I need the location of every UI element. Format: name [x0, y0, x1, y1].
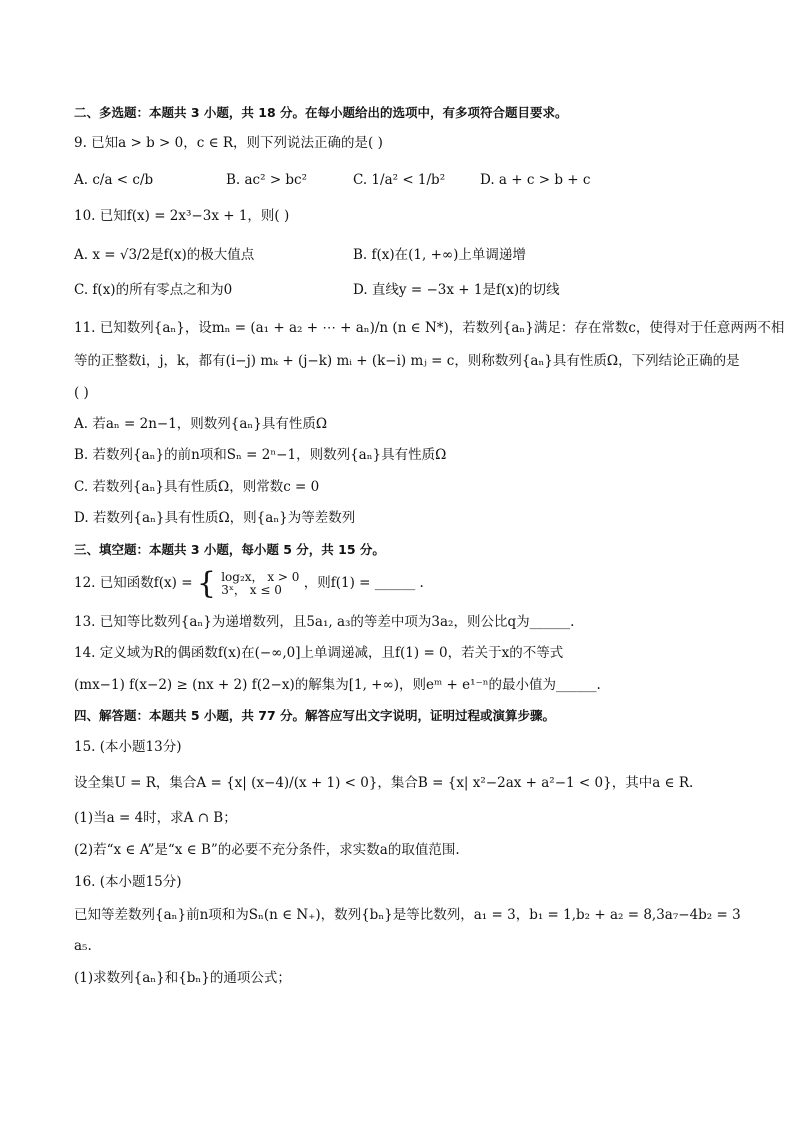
q12-brace: {	[196, 565, 216, 601]
q10-option-a: A. x = √3/2是f(x)的极大值点	[74, 247, 255, 263]
q12-prefix: 12. 已知函数f(x) =	[74, 575, 193, 591]
q10-option-b: B. f(x)在(1, +∞)上单调递增	[353, 247, 526, 263]
q9-option-c: C. 1/a² < 1/b²	[353, 172, 446, 188]
q11-option-a: A. 若aₙ = 2n−1，则数列{aₙ}具有性质Ω	[74, 416, 328, 432]
q9-option-b: B. ac² > bc²	[226, 172, 308, 188]
q13-stem: 13. 已知等比数列{aₙ}为递增数列，且5a₁, a₃的等差中项为3a₂，则公比q为______.	[74, 614, 575, 630]
section-multi-choice-heading: 二、多选题：本题共 3 小题，共 18 分。在每小题给出的选项中，有多项符合题目要求。	[74, 105, 568, 120]
q12-case2: 3ˣ， x ≤ 0	[221, 582, 282, 597]
q12-suffix: ，则f(1) = ______ .	[303, 575, 424, 591]
q12-cases	[221, 571, 299, 597]
q11-option-b: B. 若数列{aₙ}的前n项和Sₙ = 2ⁿ−1，则数列{aₙ}具有性质Ω	[74, 447, 447, 463]
q12-stem	[74, 565, 424, 601]
q12-case1: log₂x， x > 0	[221, 569, 300, 584]
q9-option-a: A. c/a < c/b	[74, 172, 154, 188]
q14-stem-line2: (mx−1) f(x−2) ≥ (nx + 2) f(2−x)的解集为[1, +∞)，则eᵐ + e¹⁻ⁿ的最小值为______.	[74, 677, 601, 693]
q16-stem-line1: 已知等差数列{aₙ}前n项和为Sₙ(n ∈ N₊)，数列{bₙ}是等比数列，a₁ = 3，b₁ = 1,b₂ + a₂ = 8,3a₇−4b₂ = 3	[74, 907, 741, 923]
q16-stem-line2: a₅.	[74, 938, 92, 954]
q9-stem: 9. 已知a > b > 0，c ∈ R，则下列说法正确的是( )	[74, 135, 383, 151]
q11-answer-paren: ( )	[74, 385, 89, 401]
q10-option-d: D. 直线y = −3x + 1是f(x)的切线	[353, 282, 560, 298]
q15-stem: 设全集U = R，集合A = {x| (x−4)/(x + 1) < 0}，集合B = {x| x²−2ax + a²−1 < 0}，其中a ∈ R.	[74, 775, 694, 791]
q11-option-d: D. 若数列{aₙ}具有性质Ω，则{aₙ}为等差数列	[74, 510, 356, 526]
q9-option-d: D. a + c > b + c	[480, 172, 591, 188]
q15-title: 15. (本小题13分)	[74, 739, 182, 755]
q11-stem-line2: 等的正整数i，j，k，都有(i−j) mₖ + (j−k) mᵢ + (k−i) mⱼ = c，则称数列{aₙ}具有性质Ω，下列结论正确的是	[74, 353, 740, 369]
q10-option-c: C. f(x)的所有零点之和为0	[74, 282, 233, 298]
q14-stem-line1: 14. 定义域为R的偶函数f(x)在(−∞,0]上单调递减，且f(1) = 0，若关于x的不等式	[74, 645, 564, 661]
q15-part1: (1)当a = 4时，求A ∩ B；	[74, 810, 237, 826]
section-fill-blank-heading: 三、填空题：本题共 3 小题，每小题 5 分，共 15 分。	[74, 542, 385, 557]
q11-stem-line1: 11. 已知数列{aₙ}，设mₙ = (a₁ + a₂ + ⋯ + aₙ)/n (n ∈ N*)，若数列{aₙ}满足：存在常数c，使得对于任意两两不相	[74, 320, 785, 336]
q11-option-c: C. 若数列{aₙ}具有性质Ω，则常数c = 0	[74, 479, 320, 495]
section-answer-heading: 四、解答题：本题共 5 小题，共 77 分。解答应写出文字说明，证明过程或演算步骤。	[74, 708, 556, 723]
q10-stem: 10. 已知f(x) = 2x³−3x + 1，则( )	[74, 208, 290, 224]
q16-title: 16. (本小题15分)	[74, 874, 182, 890]
q15-part2: (2)若“x ∈ A”是“x ∈ B”的必要不充分条件，求实数a的取值范围.	[74, 842, 460, 858]
q16-part1: (1)求数列{aₙ}和{bₙ}的通项公式；	[74, 970, 291, 986]
